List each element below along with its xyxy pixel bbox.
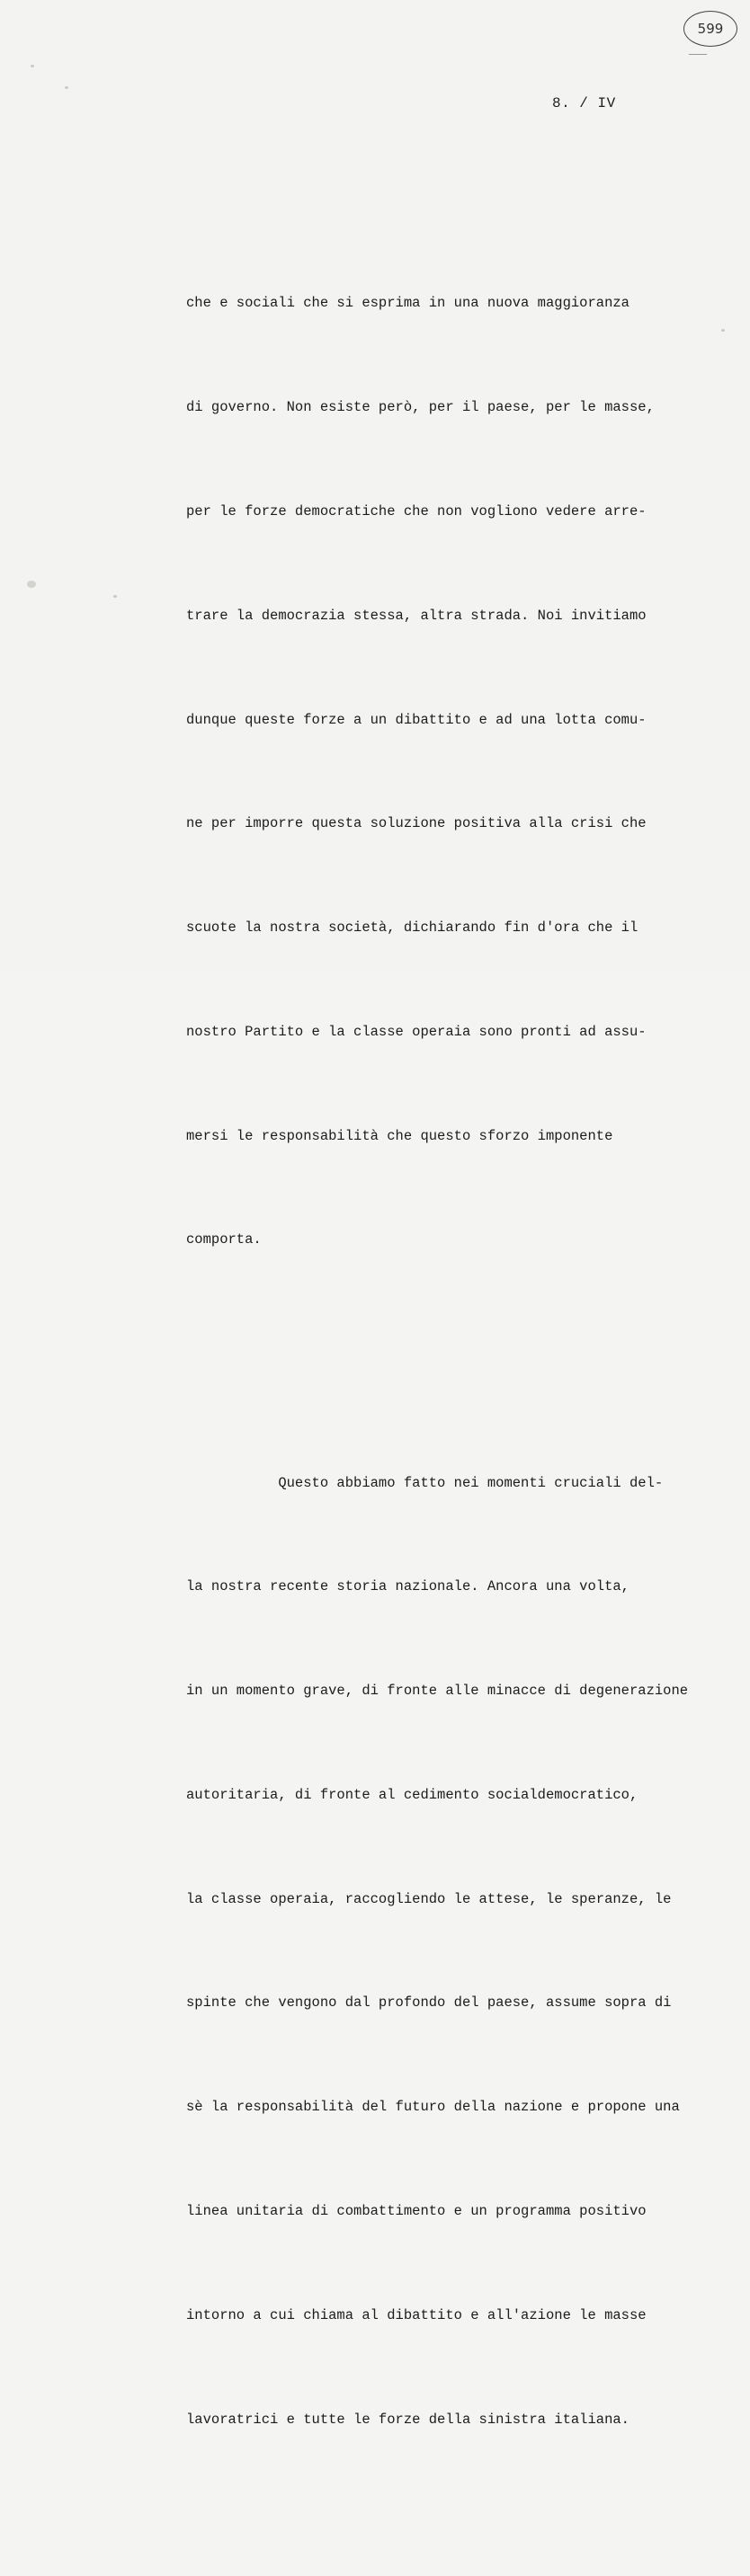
paper-speck bbox=[27, 581, 36, 588]
text-line: intorno a cui chiama al dibattito e all'azione le masse bbox=[186, 2306, 647, 2323]
page-number: 8. / IV bbox=[552, 95, 616, 111]
paper-speck bbox=[721, 329, 725, 332]
text-line: autoritaria, di fronte al cedimento socialdemocratico, bbox=[186, 1786, 638, 1803]
paper-speck bbox=[31, 65, 34, 67]
body-text bbox=[186, 147, 726, 2576]
text-line: in un momento grave, di fronte alle minacce di degenerazione bbox=[186, 1683, 689, 1700]
text-line: per le forze democratiche che non vogliono vedere arre- bbox=[186, 502, 647, 520]
text-line: trare la democrazia stessa, altra strada. Noi invitiamo bbox=[186, 607, 647, 624]
text-line: sè la responsabilità del futuro della nazione e propone una bbox=[186, 2099, 680, 2116]
paper-speck bbox=[113, 595, 117, 598]
text-line: Questo abbiamo fatto nei momenti cruciali del- bbox=[186, 1474, 664, 1491]
stamp-number: 599 bbox=[697, 21, 724, 37]
text-line: di governo. Non esiste però, per il paese, per le masse, bbox=[186, 399, 655, 416]
text-line: comporta. bbox=[186, 1231, 262, 1248]
text-line: mersi le responsabilità che questo sforzo imponente bbox=[186, 1127, 613, 1144]
text-line: linea unitaria di combattimento e un programma positivo bbox=[186, 2203, 647, 2220]
text-line: che e sociali che si esprima in una nuova maggioranza bbox=[186, 295, 629, 312]
text-line: nostro Partito e la classe operaia sono pronti ad assu- bbox=[186, 1023, 647, 1040]
paragraph bbox=[186, 217, 726, 1327]
paper-speck bbox=[65, 86, 68, 89]
text-line: scuote la nostra società, dichiarando fin d'ora che il bbox=[186, 919, 638, 937]
text-line: lavoratrici e tutte le forze della sinistra italiana. bbox=[186, 2411, 629, 2428]
text-line: dunque queste forze a un dibattito e ad una lotta comu- bbox=[186, 711, 647, 728]
text-line: la classe operaia, raccogliendo le attese, le speranze, le bbox=[186, 1890, 672, 1907]
paragraph bbox=[186, 1396, 726, 2506]
text-line: la nostra recente storia nazionale. Ancora una volta, bbox=[186, 1578, 629, 1595]
text-line: spinte che vengono dal profondo del paese, assume sopra di bbox=[186, 1994, 672, 2012]
text-line: ne per imporre questa soluzione positiva alla crisi che bbox=[186, 815, 647, 832]
stamp-underline bbox=[689, 54, 707, 55]
archive-stamp bbox=[683, 11, 737, 47]
